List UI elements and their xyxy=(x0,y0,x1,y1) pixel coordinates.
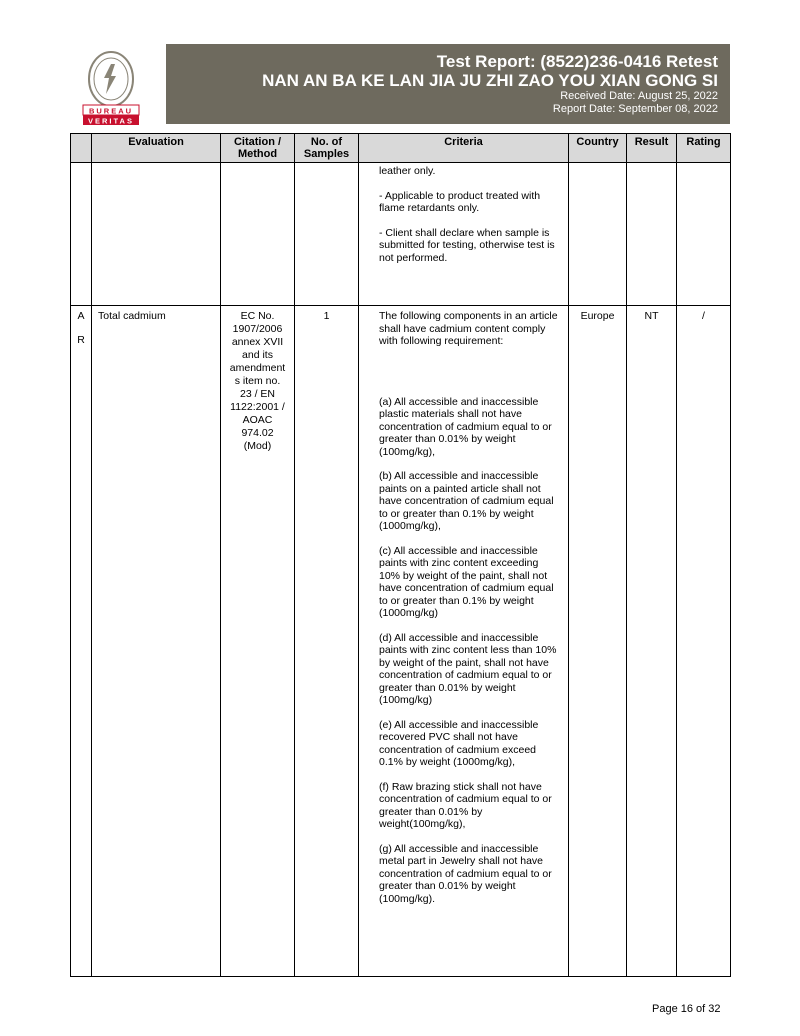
citation-line: annex XVII xyxy=(231,336,284,348)
header-country: Country xyxy=(569,134,627,163)
criteria-item: (f) Raw brazing stick shall not have concentration of cadmium equal to or greater than 0.01% by weight(100mg/kg), xyxy=(379,780,552,830)
header-evaluation: Evaluation xyxy=(92,134,221,163)
logo-word-veritas: VERITAS xyxy=(88,116,134,126)
criteria-item: (e) All accessible and inaccessible recovered PVC shall not have concentration of cadmium exceed 0.1% by weight (1000mg/kg), xyxy=(379,718,539,768)
criteria-text: leather only. xyxy=(379,165,436,177)
criteria-intro: The following components in an article shall have cadmium content comply with following requirement: xyxy=(379,310,558,347)
bureau-veritas-logo xyxy=(80,48,142,126)
criteria-text: - Applicable to product treated with flame retardants only. xyxy=(379,189,541,214)
ar-r: R xyxy=(77,334,85,346)
citation-line: amendment xyxy=(229,362,286,374)
criteria-item: (c) All accessible and inaccessible paints with zinc content exceeding 10% by weight of the paint, shall not have concentration of cadmium equal to or greater than 0.1% by weight (1000mg/kg) xyxy=(379,544,554,619)
result-cell: NT xyxy=(627,306,677,977)
citation-line: and its xyxy=(242,349,273,361)
citation-line: AOAC xyxy=(242,414,273,426)
citation-line: s item no. xyxy=(234,375,281,387)
criteria-continuation xyxy=(359,163,569,306)
header-citation: Citation / Method xyxy=(221,134,295,163)
citation-line: 1122:2001 / xyxy=(230,401,285,413)
logo-word-bureau: BUREAU xyxy=(88,106,134,116)
citation-line: 1907/2006 xyxy=(232,323,283,335)
table-row xyxy=(71,163,731,306)
header-rating: Rating xyxy=(677,134,731,163)
ar-a: A xyxy=(77,310,85,322)
page-number: Page 16 of 32 xyxy=(652,1003,721,1015)
header-ar xyxy=(71,134,92,163)
country-cell: Europe xyxy=(569,306,627,977)
report-title: Test Report: (8522)236-0416 Retest xyxy=(436,52,718,71)
results-table xyxy=(70,133,731,977)
evaluation-cell: Total cadmium xyxy=(92,306,221,977)
report-header xyxy=(166,44,730,124)
criteria-item: (g) All accessible and inaccessible metal part in Jewelry shall not have concentration of cadmium equal to or greater than 0.01% by weight (100mg/kg). xyxy=(379,842,552,905)
criteria-item: (b) All accessible and inaccessible paints on a painted article shall not have concentration of cadmium equal to or greater than 0.1% by weight (1000mg/kg), xyxy=(379,470,554,532)
criteria-item: (d) All accessible and inaccessible paints with zinc content less than 10% by weight of the paint, shall not have concentration of cadmium equal to or greater than 0.01% by weight (100mg/kg) xyxy=(379,631,557,706)
header-samples: No. of Samples xyxy=(295,134,359,163)
citation-cell xyxy=(221,306,295,977)
citation-line: EC No. xyxy=(240,310,275,322)
company-name: NAN AN BA KE LAN JIA JU ZHI ZAO YOU XIAN GONG SI xyxy=(262,71,718,90)
samples-cell: 1 xyxy=(295,306,359,977)
citation-line: 974.02 xyxy=(241,427,274,439)
citation-line: 23 / EN xyxy=(239,388,276,400)
criteria-item: (a) All accessible and inaccessible plastic materials shall not have concentration of cadmium equal to or greater than 0.01% by weight (100mg/kg), xyxy=(379,395,552,458)
report-date: Report Date: September 08, 2022 xyxy=(552,103,718,115)
rating-cell: / xyxy=(677,306,731,977)
citation-line: (Mod) xyxy=(243,440,272,452)
header-result: Result xyxy=(627,134,677,163)
criteria-cell xyxy=(359,306,569,977)
header-criteria: Criteria xyxy=(359,134,569,163)
criteria-text: - Client shall declare when sample is submitted for testing, otherwise test is not performed. xyxy=(379,226,555,264)
received-date: Received Date: August 25, 2022 xyxy=(560,90,718,102)
table-header-row xyxy=(71,134,731,163)
ar-cell xyxy=(71,306,92,977)
table-row xyxy=(71,306,731,977)
